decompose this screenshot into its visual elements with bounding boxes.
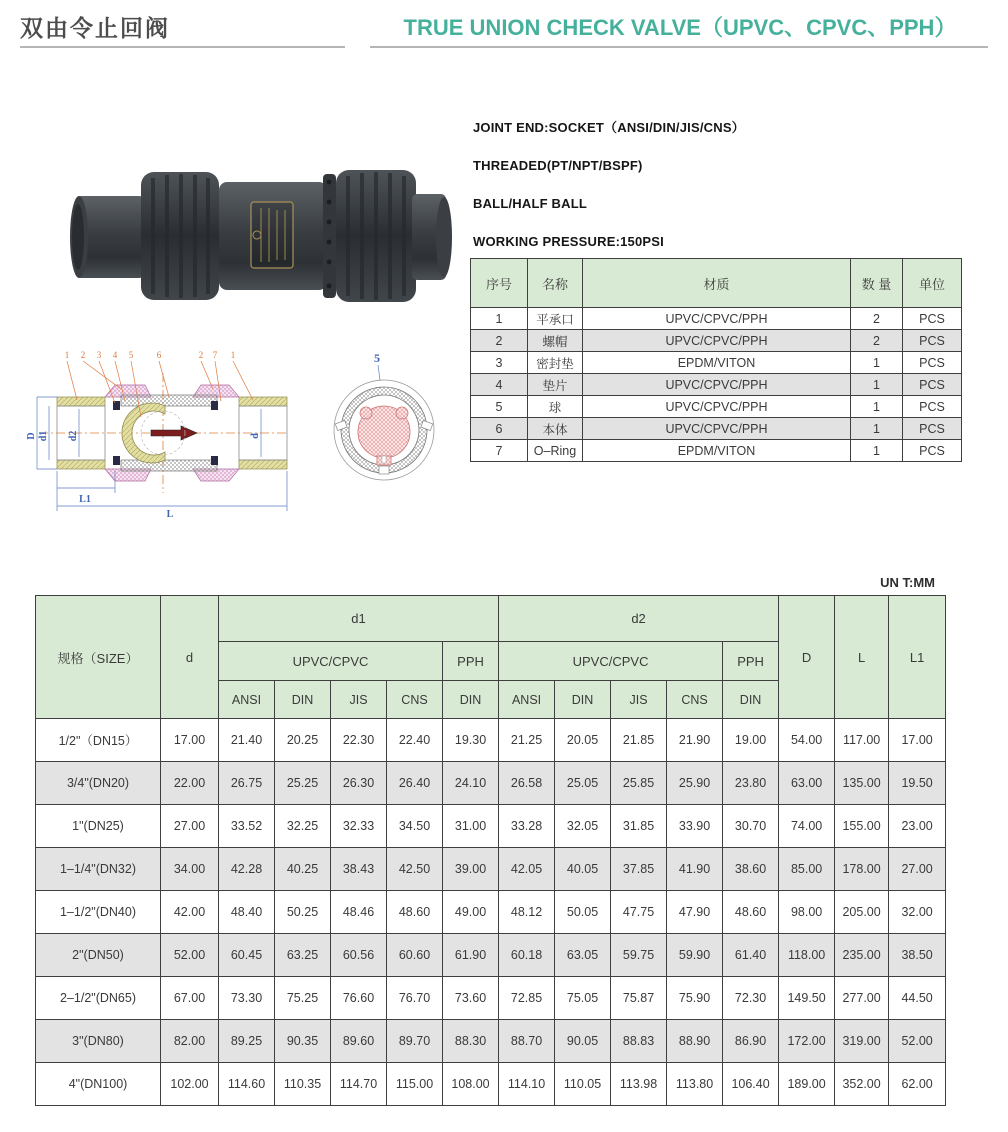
dimension-cell: 27.00 <box>889 848 946 891</box>
parts-header-row <box>471 259 962 308</box>
dimension-cell: 89.25 <box>219 1020 275 1063</box>
header-L1: L1 <box>889 596 946 719</box>
parts-cell: O–Ring <box>528 440 583 462</box>
dim-label-d: d <box>250 433 261 439</box>
parts-cell: PCS <box>903 418 962 440</box>
parts-cell: PCS <box>903 396 962 418</box>
parts-cell: EPDM/VITON <box>583 440 851 462</box>
title-underline-right <box>370 46 988 48</box>
parts-cell: PCS <box>903 330 962 352</box>
callout-2-left: 2 <box>80 350 86 360</box>
parts-cell: 本体 <box>528 418 583 440</box>
dimension-cell: 37.85 <box>611 848 667 891</box>
table-row <box>471 440 962 462</box>
dimension-cell: 47.75 <box>611 891 667 934</box>
header-d1-jis: JIS <box>331 681 387 719</box>
table-row <box>36 977 946 1020</box>
dimension-cell: 102.00 <box>161 1063 219 1106</box>
dimension-cell: 115.00 <box>387 1063 443 1106</box>
dimension-cell: 89.60 <box>331 1020 387 1063</box>
dimension-cell: 74.00 <box>779 805 835 848</box>
dimension-cell: 110.35 <box>275 1063 331 1106</box>
parts-cell: 4 <box>471 374 528 396</box>
dimension-cell: 89.70 <box>387 1020 443 1063</box>
dimension-cell: 19.30 <box>443 719 499 762</box>
dimension-cell: 26.58 <box>499 762 555 805</box>
dimension-cell: 98.00 <box>779 891 835 934</box>
dimension-cell: 277.00 <box>835 977 889 1020</box>
dimension-cell: 22.00 <box>161 762 219 805</box>
parts-cell: 6 <box>471 418 528 440</box>
dim-label-L: L <box>166 509 174 517</box>
dimension-cell: 1–1/2"(DN40) <box>36 891 161 934</box>
dimension-cell: 75.87 <box>611 977 667 1020</box>
dimension-cell: 20.25 <box>275 719 331 762</box>
dimension-cell: 48.40 <box>219 891 275 934</box>
parts-cell: EPDM/VITON <box>583 352 851 374</box>
dimension-cell: 1"(DN25) <box>36 805 161 848</box>
header-d2-cns: CNS <box>667 681 723 719</box>
dimension-cell: 85.00 <box>779 848 835 891</box>
dimension-cell: 135.00 <box>835 762 889 805</box>
dimension-cell: 72.85 <box>499 977 555 1020</box>
dimension-cell: 2"(DN50) <box>36 934 161 977</box>
dimension-cell: 31.00 <box>443 805 499 848</box>
parts-cell: 7 <box>471 440 528 462</box>
parts-cell: UPVC/CPVC/PPH <box>583 374 851 396</box>
dimension-cell: 40.25 <box>275 848 331 891</box>
dimension-cell: 17.00 <box>889 719 946 762</box>
parts-cell: 螺帽 <box>528 330 583 352</box>
header-d1-ansi: ANSI <box>219 681 275 719</box>
dimension-cell: 42.00 <box>161 891 219 934</box>
header-d1-upvc-cpvc: UPVC/CPVC <box>219 642 443 681</box>
dimension-cell: 42.28 <box>219 848 275 891</box>
header-d1-din: DIN <box>275 681 331 719</box>
parts-cell: UPVC/CPVC/PPH <box>583 330 851 352</box>
spec-threaded: THREADED(PT/NPT/BSPF) <box>473 158 643 173</box>
dimension-cell: 235.00 <box>835 934 889 977</box>
dimension-cell: 178.00 <box>835 848 889 891</box>
dimension-cell: 60.60 <box>387 934 443 977</box>
table-row <box>36 848 946 891</box>
header-d2-pph: PPH <box>723 642 779 681</box>
dimension-cell: 63.05 <box>555 934 611 977</box>
header-D: D <box>779 596 835 719</box>
header-d2-jis: JIS <box>611 681 667 719</box>
parts-cell: 1 <box>851 440 903 462</box>
header-L: L <box>835 596 889 719</box>
table-row <box>471 374 962 396</box>
dimension-cell: 90.35 <box>275 1020 331 1063</box>
dimension-cell: 61.90 <box>443 934 499 977</box>
dimension-cell: 33.90 <box>667 805 723 848</box>
dimension-cell: 19.50 <box>889 762 946 805</box>
dimension-cell: 60.45 <box>219 934 275 977</box>
dimension-cell: 21.40 <box>219 719 275 762</box>
callout-3: 3 <box>96 350 102 360</box>
parts-header-no: 序号 <box>471 259 528 308</box>
dimension-cell: 108.00 <box>443 1063 499 1106</box>
parts-header-qty: 数 量 <box>851 259 903 308</box>
dimension-cell: 60.18 <box>499 934 555 977</box>
header-d2-ansi: ANSI <box>499 681 555 719</box>
valve-label-plate <box>251 202 293 268</box>
dimension-cell: 44.50 <box>889 977 946 1020</box>
parts-cell: PCS <box>903 352 962 374</box>
header-d1-pph-din: DIN <box>443 681 499 719</box>
dimension-cell: 3"(DN80) <box>36 1020 161 1063</box>
dimension-cell: 113.98 <box>611 1063 667 1106</box>
dimension-cell: 75.05 <box>555 977 611 1020</box>
dimension-cell: 54.00 <box>779 719 835 762</box>
dimension-cell: 88.30 <box>443 1020 499 1063</box>
parts-cell: PCS <box>903 374 962 396</box>
header-d1-cns: CNS <box>387 681 443 719</box>
table-row <box>36 934 946 977</box>
parts-cell: UPVC/CPVC/PPH <box>583 308 851 330</box>
parts-cell: UPVC/CPVC/PPH <box>583 396 851 418</box>
valve-cross-section-drawing <box>25 345 297 517</box>
dimension-cell: 113.80 <box>667 1063 723 1106</box>
dimension-cell: 2–1/2"(DN65) <box>36 977 161 1020</box>
dimension-cell: 32.00 <box>889 891 946 934</box>
parts-cell: 密封垫 <box>528 352 583 374</box>
dimension-cell: 149.50 <box>779 977 835 1020</box>
dimension-cell: 62.00 <box>889 1063 946 1106</box>
header-d2: d2 <box>499 596 779 642</box>
parts-cell: 1 <box>851 418 903 440</box>
dimension-cell: 23.00 <box>889 805 946 848</box>
dimension-cell: 118.00 <box>779 934 835 977</box>
parts-cell: PCS <box>903 308 962 330</box>
dimension-cell: 88.70 <box>499 1020 555 1063</box>
table-row <box>471 308 962 330</box>
dimension-cell: 73.60 <box>443 977 499 1020</box>
parts-cell: PCS <box>903 440 962 462</box>
header-size: 规格（SIZE） <box>36 596 161 719</box>
title-underline-left <box>20 46 345 48</box>
dimension-cell: 47.90 <box>667 891 723 934</box>
callout-1-right: 1 <box>230 350 236 360</box>
dimension-cell: 26.40 <box>387 762 443 805</box>
dimension-cell: 4"(DN100) <box>36 1063 161 1106</box>
callout-1-left: 1 <box>64 350 70 360</box>
dimension-cell: 32.05 <box>555 805 611 848</box>
dimension-cell: 1/2"（DN15） <box>36 719 161 762</box>
table-row <box>471 418 962 440</box>
spec-joint-end: JOINT END:SOCKET（ANSI/DIN/JIS/CNS） <box>473 120 745 135</box>
parts-cell: 垫片 <box>528 374 583 396</box>
dimension-cell: 48.60 <box>387 891 443 934</box>
parts-cell: 1 <box>471 308 528 330</box>
dimension-cell: 88.83 <box>611 1020 667 1063</box>
parts-header-unit: 单位 <box>903 259 962 308</box>
dimension-cell: 189.00 <box>779 1063 835 1106</box>
callout-2-right: 2 <box>198 350 204 360</box>
callout-7: 7 <box>212 350 218 360</box>
dimension-cell: 52.00 <box>889 1020 946 1063</box>
dimension-cell: 26.75 <box>219 762 275 805</box>
dimension-cell: 21.90 <box>667 719 723 762</box>
dimension-cell: 319.00 <box>835 1020 889 1063</box>
parts-cell: 3 <box>471 352 528 374</box>
table-row <box>471 396 962 418</box>
parts-cell: 球 <box>528 396 583 418</box>
header-d2-pph-din: DIN <box>723 681 779 719</box>
valve-flange-ring <box>323 174 336 298</box>
dimension-cell: 110.05 <box>555 1063 611 1106</box>
dimension-cell: 22.40 <box>387 719 443 762</box>
dimension-cell: 50.05 <box>555 891 611 934</box>
dimension-cell: 38.43 <box>331 848 387 891</box>
parts-cell: 2 <box>851 308 903 330</box>
dimension-cell: 38.50 <box>889 934 946 977</box>
dimension-cell: 67.00 <box>161 977 219 1020</box>
dimension-cell: 49.00 <box>443 891 499 934</box>
dimension-cell: 38.60 <box>723 848 779 891</box>
dimension-cell: 61.40 <box>723 934 779 977</box>
unit-note: UN T:MM <box>880 575 935 590</box>
dimension-cell: 75.90 <box>667 977 723 1020</box>
dimension-cell: 88.90 <box>667 1020 723 1063</box>
dimension-cell: 63.00 <box>779 762 835 805</box>
callout-6: 6 <box>156 350 162 360</box>
table-row <box>471 330 962 352</box>
dimension-cell: 40.05 <box>555 848 611 891</box>
header-d2-din: DIN <box>555 681 611 719</box>
dimension-cell: 114.10 <box>499 1063 555 1106</box>
dimension-cell: 72.30 <box>723 977 779 1020</box>
flow-arrow <box>151 426 197 440</box>
table-row <box>36 719 946 762</box>
header-d: d <box>161 596 219 719</box>
dimension-cell: 1–1/4"(DN32) <box>36 848 161 891</box>
header-d2-upvc-cpvc: UPVC/CPVC <box>499 642 723 681</box>
dimension-cell: 24.10 <box>443 762 499 805</box>
dimension-cell: 32.25 <box>275 805 331 848</box>
dimension-cell: 41.90 <box>667 848 723 891</box>
dimension-cell: 48.12 <box>499 891 555 934</box>
table-row <box>36 762 946 805</box>
parts-header-material: 材质 <box>583 259 851 308</box>
dimension-cell: 25.85 <box>611 762 667 805</box>
dimension-cell: 60.56 <box>331 934 387 977</box>
dimension-cell: 117.00 <box>835 719 889 762</box>
parts-cell: 2 <box>471 330 528 352</box>
header-d1-pph: PPH <box>443 642 499 681</box>
parts-cell: 1 <box>851 374 903 396</box>
parts-cell: 5 <box>471 396 528 418</box>
dim-label-d2: d2 <box>68 430 79 442</box>
dimension-cell: 352.00 <box>835 1063 889 1106</box>
dim-label-D: D <box>26 432 37 440</box>
dim-label-L1: L1 <box>79 494 91 505</box>
dimension-cell: 42.05 <box>499 848 555 891</box>
page-title-english: TRUE UNION CHECK VALVE（UPVC、CPVC、PPH） <box>403 15 957 40</box>
dimension-cell: 52.00 <box>161 934 219 977</box>
parts-cell: 2 <box>851 330 903 352</box>
dimension-cell: 25.90 <box>667 762 723 805</box>
dimension-cell: 48.46 <box>331 891 387 934</box>
dimension-cell: 106.40 <box>723 1063 779 1106</box>
dimension-cell: 27.00 <box>161 805 219 848</box>
dimension-cell: 17.00 <box>161 719 219 762</box>
dimension-cell: 25.05 <box>555 762 611 805</box>
dimension-cell: 33.28 <box>499 805 555 848</box>
spec-working-pressure: WORKING PRESSURE:150PSI <box>473 234 664 249</box>
table-row <box>36 1063 946 1106</box>
drawing-body-bottom-wall <box>121 460 217 471</box>
dimension-cell: 25.25 <box>275 762 331 805</box>
dimension-cell: 34.00 <box>161 848 219 891</box>
dimension-cell: 21.25 <box>499 719 555 762</box>
spec-ball: BALL/HALF BALL <box>473 196 587 211</box>
dimension-cell: 31.85 <box>611 805 667 848</box>
dimension-cell: 76.60 <box>331 977 387 1020</box>
dimension-cell: 22.30 <box>331 719 387 762</box>
dimension-cell: 20.05 <box>555 719 611 762</box>
dimension-cell: 82.00 <box>161 1020 219 1063</box>
ball-section-drawing <box>312 348 457 488</box>
dimension-table <box>35 595 946 1106</box>
dimension-cell: 86.90 <box>723 1020 779 1063</box>
dimension-cell: 205.00 <box>835 891 889 934</box>
header-d1: d1 <box>219 596 499 642</box>
dimension-cell: 73.30 <box>219 977 275 1020</box>
callout-4: 4 <box>112 350 118 360</box>
table-row <box>36 1020 946 1063</box>
dimension-cell: 42.50 <box>387 848 443 891</box>
dimension-cell: 50.25 <box>275 891 331 934</box>
dimension-cell: 76.70 <box>387 977 443 1020</box>
dimension-cell: 34.50 <box>387 805 443 848</box>
parts-header-name: 名称 <box>528 259 583 308</box>
table-row <box>36 805 946 848</box>
parts-cell: 1 <box>851 352 903 374</box>
parts-cell: UPVC/CPVC/PPH <box>583 418 851 440</box>
dimension-cell: 19.00 <box>723 719 779 762</box>
dimension-cell: 32.33 <box>331 805 387 848</box>
dimension-cell: 172.00 <box>779 1020 835 1063</box>
callout-5: 5 <box>128 350 134 360</box>
dimension-cell: 26.30 <box>331 762 387 805</box>
page-title-chinese: 双由令止回阀 <box>20 15 170 41</box>
dimension-cell: 90.05 <box>555 1020 611 1063</box>
dim-label-d1: d1 <box>38 430 49 442</box>
dim-header-row-1 <box>36 596 946 642</box>
dimension-cell: 30.70 <box>723 805 779 848</box>
dimension-cell: 48.60 <box>723 891 779 934</box>
dimension-cell: 155.00 <box>835 805 889 848</box>
spec-list <box>473 120 745 272</box>
dimension-cell: 75.25 <box>275 977 331 1020</box>
dimension-cell: 23.80 <box>723 762 779 805</box>
dimension-cell: 114.70 <box>331 1063 387 1106</box>
dimension-cell: 59.75 <box>611 934 667 977</box>
dimension-cell: 33.52 <box>219 805 275 848</box>
table-row <box>36 891 946 934</box>
dimension-cell: 3/4"(DN20) <box>36 762 161 805</box>
dimension-cell: 21.85 <box>611 719 667 762</box>
dimension-cell: 114.60 <box>219 1063 275 1106</box>
table-row <box>471 352 962 374</box>
parts-table <box>470 258 962 462</box>
dimension-cell: 59.90 <box>667 934 723 977</box>
parts-cell: 1 <box>851 396 903 418</box>
parts-cell: 平承口 <box>528 308 583 330</box>
dimension-cell: 39.00 <box>443 848 499 891</box>
ball-callout-5: 5 <box>374 351 380 365</box>
dimension-cell: 63.25 <box>275 934 331 977</box>
valve-product-photo <box>55 118 455 346</box>
